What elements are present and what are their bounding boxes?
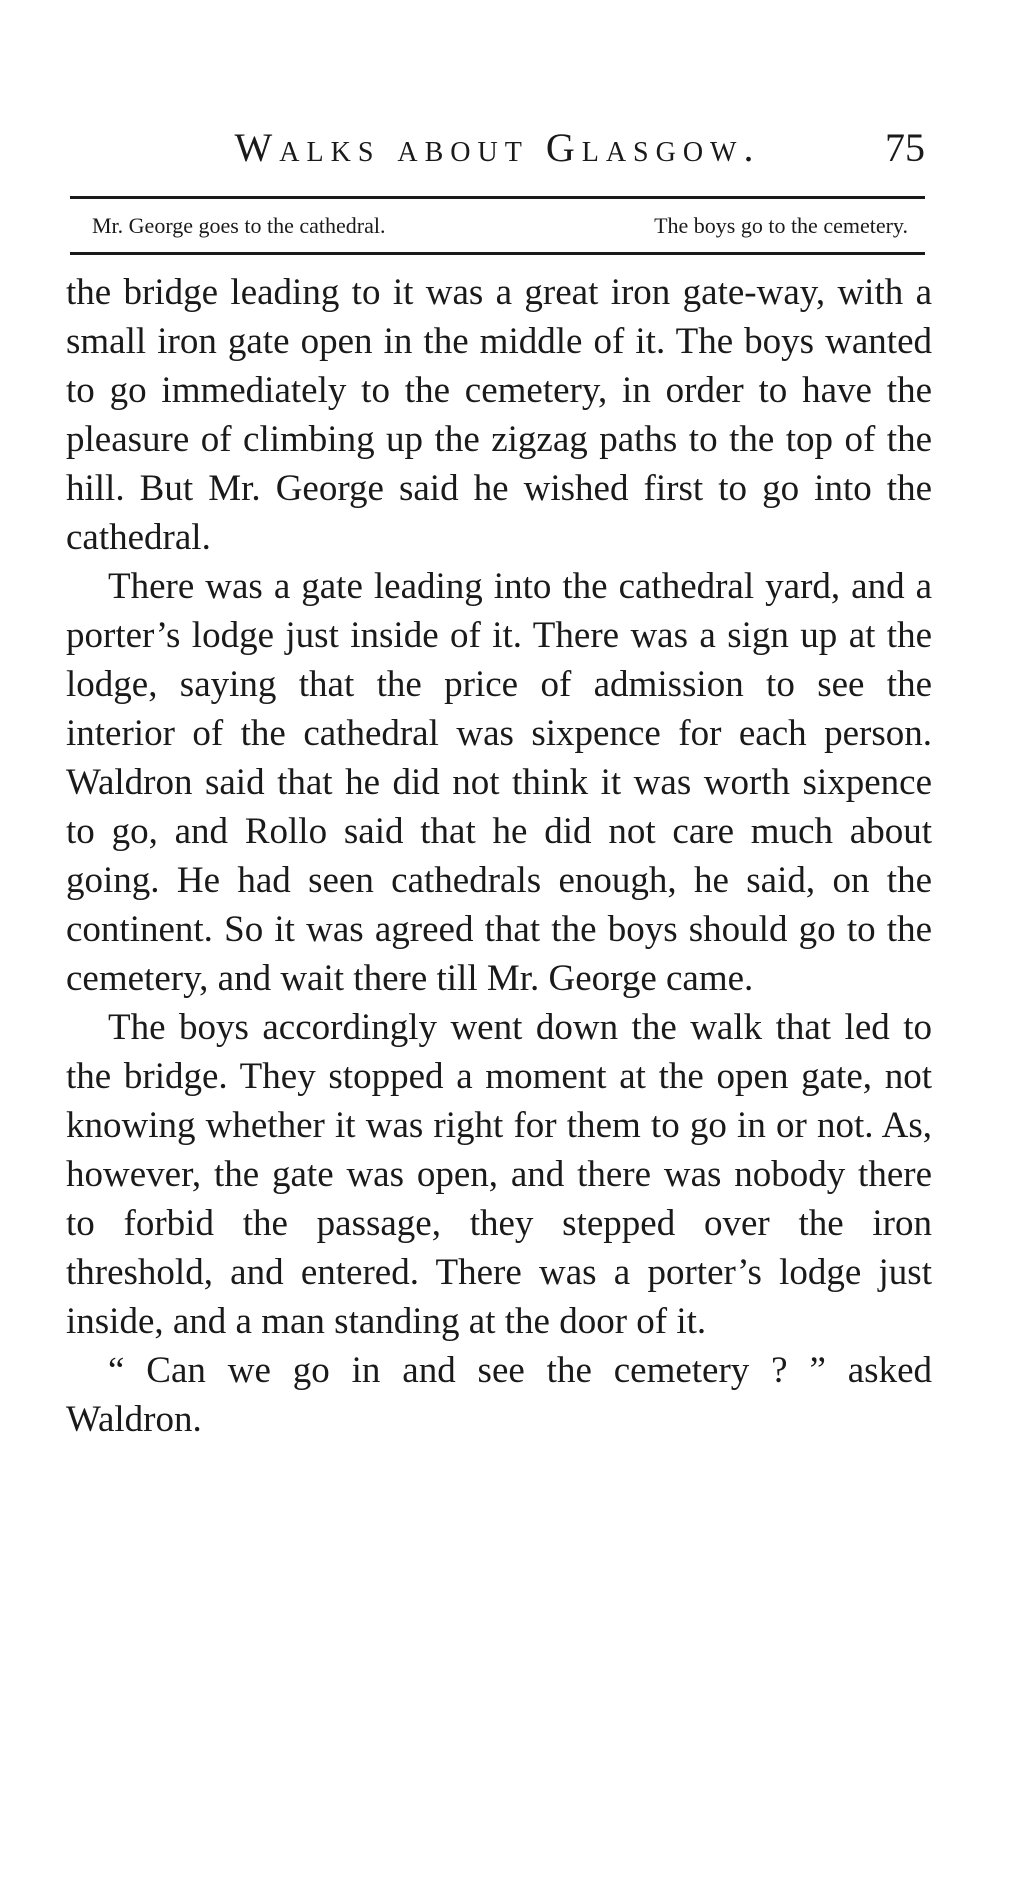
page-number: 75 xyxy=(885,125,925,170)
subhead-left: Mr. George goes to the cathedral. xyxy=(92,213,386,238)
running-title: Walks about Glasgow. xyxy=(234,125,761,170)
paragraph: “ Can we go in and see the cemetery ? ” asked Waldron. xyxy=(66,1350,932,1440)
header-rule-top xyxy=(70,196,925,199)
header-rule-bottom xyxy=(70,252,925,255)
paragraph: There was a gate leading into the cathedral yard, and a porter’s lodge just inside of it. There was a sign up at the lodge, saying that the price of admission to see the interior of the cathedral was sixpence for each person. Waldron said that he did not think it was worth sixpence to go, and Rollo said that he did not care much about going. He had seen cathedrals enough, he said, on the continent. So it was agreed that the boys should go to the cemetery, and wait there till Mr. George came. xyxy=(66,566,932,999)
paragraph: The boys accordingly went down the walk that led to the bridge. They stopped a moment at the open gate, not knowing whether it was right for them to go in or not. As, however, the gate was open, and there was nobody there to forbid the passage, they stepped over the iron threshold, and entered. There was a porter’s lodge just inside, and a man standing at the door of it. xyxy=(66,1007,932,1342)
section-subheads xyxy=(92,208,908,244)
subhead-right: The boys go to the cemetery. xyxy=(654,213,908,238)
paragraph-continuation: the bridge leading to it was a great iron gate-way, with a small iron gate open in the middle of it. The boys wanted to go immediately to the cemetery, in order to have the pleasure of climbing up the zigzag paths to the top of the hill. But Mr. George said he wished first to go into the cathedral. xyxy=(66,272,932,558)
running-head xyxy=(70,124,925,172)
body-text xyxy=(66,268,932,1444)
